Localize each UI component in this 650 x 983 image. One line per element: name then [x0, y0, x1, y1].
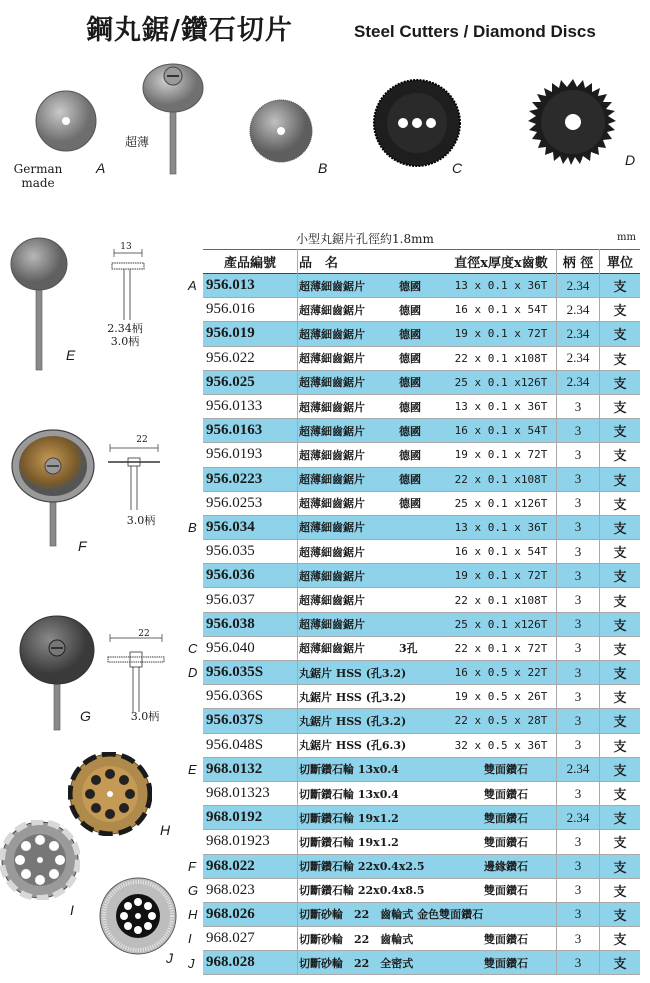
product-shank: 3 — [574, 688, 582, 704]
table-column-divider — [599, 249, 600, 975]
product-code: 956.036S — [206, 688, 264, 705]
product-code: 968.01323 — [206, 785, 270, 802]
product-name-cell — [299, 613, 443, 636]
row-group-label: E — [188, 762, 197, 777]
product-name-cell — [299, 903, 484, 926]
product-unit: 支 — [613, 497, 627, 513]
product-code: 956.0193 — [206, 446, 263, 463]
product-shank: 2.34 — [566, 325, 590, 341]
product-name: 超薄細齒鋸片 — [299, 303, 365, 317]
mandrel-disc-image — [140, 56, 206, 176]
product-name: 超薄細齒鋸片 — [299, 521, 365, 535]
product-spec: 22 x 0.1 x108T — [454, 351, 548, 365]
product-spec: 22 x 0.5 x 28T — [454, 714, 548, 728]
product-name-cell — [299, 806, 528, 829]
product-unit: 支 — [613, 546, 627, 562]
product-unit: 支 — [613, 884, 627, 900]
product-name-cell — [299, 395, 443, 418]
product-spec: 16 x 0.1 x 54T — [454, 303, 548, 317]
product-name: 超薄細齒鋸片 — [299, 424, 365, 438]
product-unit: 支 — [613, 739, 627, 755]
row-group-label: J — [188, 955, 195, 971]
product-name: 超薄細齒鋸片 — [299, 473, 365, 487]
product-unit: 支 — [613, 401, 627, 417]
product-name: 丸鋸片 HSS (孔3.2) — [299, 714, 407, 728]
product-name-cell — [299, 758, 528, 781]
product-code: 956.048S — [206, 736, 264, 753]
product-name-cell — [299, 879, 528, 902]
diagram-e-shank: 2.34柄 3.0柄 — [107, 322, 143, 348]
product-shank: 3 — [574, 422, 582, 438]
disc-e-image — [10, 236, 70, 372]
product-name-cell — [299, 637, 443, 660]
product-spec: 22 x 0.1 x 72T — [454, 641, 548, 655]
product-unit: 支 — [613, 860, 627, 876]
product-name: 超薄細齒鋸片 — [299, 569, 365, 583]
header-unit: 單位 — [606, 256, 633, 271]
product-name: 切斷鑽石輪 13x0.4 — [299, 787, 399, 801]
product-name-cell — [299, 419, 443, 442]
product-note: 德國 — [399, 473, 421, 487]
photo-label-d: D — [625, 152, 636, 168]
diamond-disc-h-image — [68, 752, 152, 836]
product-spec: 22 x 0.1 x108T — [454, 593, 548, 607]
product-note: 雙面鑽石 — [484, 884, 528, 898]
product-name-cell — [299, 782, 528, 805]
product-name-cell — [299, 830, 528, 853]
product-note: 德國 — [399, 303, 421, 317]
product-note: 德國 — [399, 327, 421, 341]
table-header-row — [203, 249, 640, 274]
product-shank: 3 — [574, 471, 582, 487]
product-unit: 支 — [613, 570, 627, 586]
table-row — [203, 903, 640, 927]
product-note: 邊緣鑽石 — [484, 860, 528, 874]
product-code: 956.019 — [206, 325, 255, 342]
product-spec: 19 x 0.1 x 72T — [454, 448, 548, 462]
product-name: 超薄細齒鋸片 — [299, 545, 365, 559]
table-row — [203, 468, 640, 492]
diagram-g-width: 22 — [138, 629, 150, 639]
product-name-cell — [299, 661, 443, 684]
table-row — [203, 855, 640, 879]
product-name-cell — [299, 468, 443, 491]
product-spec: 19 x 0.1 x 72T — [454, 327, 548, 341]
product-name: 切斷砂輪 22 全密式 — [299, 956, 414, 970]
product-spec: 25 x 0.1 x126T — [454, 496, 548, 510]
product-spec: 25 x 0.1 x126T — [454, 375, 548, 389]
product-code: 968.022 — [206, 857, 255, 874]
product-name: 超薄細齒鋸片 — [299, 618, 365, 632]
product-shank: 3 — [574, 592, 582, 608]
disc-d-image — [528, 78, 618, 168]
product-spec: 22 x 0.1 x108T — [454, 472, 548, 486]
product-name-cell — [299, 927, 528, 950]
product-code: 968.01923 — [206, 833, 270, 850]
table-row — [203, 443, 640, 467]
product-name-cell — [299, 734, 443, 757]
diamond-disc-j-image — [98, 876, 178, 956]
photo-label-f: F — [78, 538, 87, 554]
product-shank: 3 — [574, 446, 582, 462]
row-group-label: F — [188, 858, 196, 874]
product-code: 956.025 — [206, 373, 255, 390]
table-row — [203, 806, 640, 830]
table-row — [203, 879, 640, 903]
product-table — [203, 249, 640, 975]
table-row — [203, 758, 640, 782]
product-unit: 支 — [613, 763, 627, 779]
disc-f-image — [10, 422, 96, 548]
product-unit: 支 — [613, 836, 627, 852]
table-row — [203, 588, 640, 612]
product-unit: 支 — [613, 957, 627, 973]
product-spec — [446, 782, 556, 805]
product-name: 切斷鑽石輪 19x1.2 — [299, 811, 399, 825]
product-name-cell — [299, 322, 443, 345]
product-unit: 支 — [613, 376, 627, 392]
product-name: 超薄細齒鋸片 — [299, 448, 365, 462]
product-note: 雙面鑽石 — [484, 956, 528, 970]
disc-a-image — [35, 90, 97, 152]
product-unit: 支 — [613, 933, 627, 949]
product-shank: 3 — [574, 398, 582, 414]
product-name: 切斷砂輪 22 齒輪式 — [299, 932, 414, 946]
product-name: 超薄細齒鋸片 — [299, 400, 365, 414]
product-name: 丸鋸片 HSS (孔3.2) — [299, 666, 407, 680]
product-spec: 13 x 0.1 x 36T — [454, 279, 548, 293]
table-row — [203, 492, 640, 516]
photo-label-a: A — [96, 160, 106, 176]
photo-label-e: E — [66, 347, 76, 363]
product-name-cell — [299, 443, 443, 466]
product-code: 968.027 — [206, 930, 255, 947]
table-row — [203, 709, 640, 733]
table-column-divider — [556, 249, 557, 975]
product-name-cell — [299, 492, 443, 515]
product-name: 超薄細齒鋸片 — [299, 376, 365, 390]
table-row — [203, 347, 640, 371]
product-unit: 支 — [613, 788, 627, 804]
product-name-cell — [299, 347, 443, 370]
product-note: 德國 — [399, 497, 421, 511]
table-row — [203, 951, 640, 975]
table-row — [203, 322, 640, 346]
table-column-divider — [297, 249, 298, 975]
product-name-cell — [299, 855, 528, 878]
diagram-e — [104, 246, 154, 320]
header-code: 產品編號 — [223, 256, 276, 271]
product-spec: 13 x 0.1 x 36T — [454, 520, 548, 534]
product-code: 956.0253 — [206, 494, 263, 511]
product-spec — [446, 758, 556, 781]
diagram-f-width: 22 — [136, 435, 148, 445]
table-row — [203, 371, 640, 395]
product-spec — [446, 951, 556, 974]
table-row — [203, 661, 640, 685]
product-unit: 支 — [613, 667, 627, 683]
table-row — [203, 564, 640, 588]
product-code: 956.036 — [206, 567, 255, 584]
product-shank: 2.34 — [566, 277, 590, 293]
product-name: 切斷鑽石輪 22x0.4x8.5 — [299, 884, 425, 898]
table-row — [203, 298, 640, 322]
product-name: 超薄細齒鋸片 — [299, 279, 365, 293]
product-name: 切斷鑽石輪 22x0.4x2.5 — [299, 860, 425, 874]
product-unit: 支 — [613, 449, 627, 465]
product-unit: 支 — [613, 618, 627, 634]
table-row — [203, 395, 640, 419]
product-name: 超薄細齒鋸片 — [299, 352, 365, 366]
product-code: 968.023 — [206, 881, 255, 898]
header-shank: 柄 徑 — [562, 256, 594, 271]
product-code: 956.0133 — [206, 398, 263, 415]
product-note: 3孔 — [399, 642, 418, 656]
product-unit: 支 — [613, 715, 627, 731]
product-note: 德國 — [399, 352, 421, 366]
product-shank: 3 — [574, 616, 582, 632]
diagram-f — [104, 440, 164, 510]
diagram-e-width: 13 — [120, 242, 132, 252]
product-note: 雙面鑽石 — [484, 763, 528, 777]
table-row — [203, 419, 640, 443]
product-name: 切斷鑽石輪 19x1.2 — [299, 835, 399, 849]
table-row — [203, 782, 640, 806]
product-spec: 13 x 0.1 x 36T — [454, 400, 548, 414]
product-code: 968.0132 — [206, 760, 263, 777]
photo-label-i: I — [70, 902, 74, 918]
diagram-f-shank: 3.0柄 — [126, 514, 156, 527]
product-unit: 支 — [613, 352, 627, 368]
product-shank: 3 — [574, 930, 582, 946]
product-note: 雙面鑽石 — [484, 811, 528, 825]
product-code: 968.0192 — [206, 809, 263, 826]
table-note: 小型丸鋸片孔徑約1.8mm — [296, 232, 434, 246]
product-spec — [446, 879, 556, 902]
row-group-label: H — [188, 907, 198, 923]
table-row — [203, 516, 640, 540]
product-shank: 3 — [574, 495, 582, 511]
table-row — [203, 830, 640, 854]
product-shank: 2.34 — [566, 809, 590, 825]
table-row — [203, 540, 640, 564]
row-group-label: D — [188, 665, 198, 681]
product-note: 德國 — [399, 400, 421, 414]
product-shank: 3 — [574, 737, 582, 753]
row-group-label: A — [188, 278, 197, 293]
header-spec: 直徑x厚度x齒數 — [454, 256, 548, 271]
product-unit: 支 — [613, 594, 627, 610]
page-title-english: Steel Cutters / Diamond Discs — [354, 22, 596, 41]
product-shank: 3 — [574, 640, 582, 656]
product-unit: 支 — [613, 521, 627, 537]
product-name-cell — [299, 371, 443, 394]
product-spec: 16 x 0.1 x 54T — [454, 545, 548, 559]
product-name-cell — [299, 298, 443, 321]
product-code: 956.016 — [206, 301, 255, 318]
photo-label-j: J — [166, 950, 173, 966]
page-title-chinese: 鋼丸鋸/鑽石切片 — [86, 15, 293, 46]
product-unit: 支 — [613, 473, 627, 489]
product-spec: 32 x 0.5 x 36T — [454, 738, 548, 752]
product-name: 超薄細齒鋸片 — [299, 327, 365, 341]
product-shank: 3 — [574, 833, 582, 849]
product-code: 956.013 — [206, 277, 255, 294]
product-code: 956.0163 — [206, 422, 263, 439]
product-note: 德國 — [399, 448, 421, 462]
product-spec — [446, 830, 556, 853]
product-shank: 3 — [574, 712, 582, 728]
product-name-cell — [299, 516, 443, 539]
photo-label-h: H — [160, 822, 171, 838]
product-shank: 2.34 — [566, 350, 590, 366]
product-note: 德國 — [399, 424, 421, 438]
product-spec — [446, 855, 556, 878]
product-code: 968.026 — [206, 905, 255, 922]
product-shank: 3 — [574, 954, 582, 970]
product-code: 956.022 — [206, 349, 255, 366]
product-shank: 3 — [574, 906, 582, 922]
table-body — [203, 274, 640, 975]
product-unit: 支 — [613, 425, 627, 441]
product-name: 超薄細齒鋸片 — [299, 497, 365, 511]
diamond-disc-i-image — [0, 820, 80, 900]
product-name-cell — [299, 709, 443, 732]
product-spec — [446, 806, 556, 829]
product-spec — [446, 903, 556, 926]
product-shank: 2.34 — [566, 761, 590, 777]
photo-label-b: B — [318, 160, 328, 176]
product-shank: 2.34 — [566, 374, 590, 390]
product-unit: 支 — [613, 328, 627, 344]
product-spec: 19 x 0.1 x 72T — [454, 569, 548, 583]
diagram-g — [104, 632, 168, 712]
ultra-thin-label: 超薄 — [124, 135, 149, 149]
product-code: 956.0223 — [206, 470, 263, 487]
product-name: 切斷鑽石輪 13x0.4 — [299, 763, 399, 777]
product-code: 956.037 — [206, 591, 255, 608]
row-group-label: B — [188, 520, 197, 535]
photo-label-c: C — [452, 160, 463, 176]
product-note: 德國 — [399, 279, 421, 293]
product-name: 超薄細齒鋸片 — [299, 594, 365, 608]
unit-label: mm — [617, 232, 636, 243]
product-code: 956.035S — [206, 664, 264, 681]
row-group-label: C — [188, 641, 198, 656]
product-code: 956.034 — [206, 518, 255, 535]
product-shank: 3 — [574, 567, 582, 583]
product-note: 雙面鑽石 — [484, 835, 528, 849]
product-shank: 3 — [574, 664, 582, 680]
product-spec: 16 x 0.1 x 54T — [454, 424, 548, 438]
product-name-cell — [299, 274, 443, 297]
german-made-label: German made — [13, 162, 63, 190]
product-code: 956.035 — [206, 543, 255, 560]
product-name-cell — [299, 951, 528, 974]
product-code: 956.037S — [206, 712, 264, 729]
table-row — [203, 734, 640, 758]
product-unit: 支 — [613, 691, 627, 707]
table-row — [203, 637, 640, 661]
product-unit: 支 — [613, 642, 627, 658]
product-name: 丸鋸片 HSS (孔6.3) — [299, 739, 407, 753]
product-note: 雙面鑽石 — [484, 932, 528, 946]
product-note: 雙面鑽石 — [484, 787, 528, 801]
product-shank: 3 — [574, 519, 582, 535]
product-spec: 19 x 0.5 x 26T — [454, 690, 548, 704]
row-group-label: I — [188, 931, 192, 947]
product-unit: 支 — [613, 280, 627, 296]
product-unit: 支 — [613, 304, 627, 320]
product-name: 超薄細齒鋸片 — [299, 642, 365, 656]
product-shank: 3 — [574, 882, 582, 898]
disc-c-image — [372, 78, 462, 168]
product-name-cell — [299, 540, 443, 563]
product-code: 956.040 — [206, 639, 255, 656]
disc-b-image — [248, 98, 314, 164]
photo-label-g: G — [80, 708, 91, 724]
product-shank: 3 — [574, 543, 582, 559]
row-group-label: G — [188, 883, 199, 898]
header-name: 品 名 — [299, 256, 339, 271]
product-name-cell — [299, 685, 443, 708]
product-note: 德國 — [399, 376, 421, 390]
product-spec: 16 x 0.5 x 22T — [454, 666, 548, 680]
product-name: 切斷砂輪 22 齒輪式 金色雙面鑽石 — [299, 908, 484, 922]
table-row — [203, 927, 640, 951]
product-code: 956.038 — [206, 615, 255, 632]
table-row — [203, 685, 640, 709]
table-row — [203, 613, 640, 637]
product-name-cell — [299, 588, 443, 611]
product-shank: 2.34 — [566, 301, 590, 317]
table-row — [203, 274, 640, 298]
product-unit: 支 — [613, 908, 627, 924]
product-spec — [446, 927, 556, 950]
product-unit: 支 — [613, 812, 627, 828]
product-name: 丸鋸片 HSS (孔3.2) — [299, 690, 407, 704]
product-code: 968.028 — [206, 954, 255, 971]
product-name-cell — [299, 564, 443, 587]
product-spec: 25 x 0.1 x126T — [454, 617, 548, 631]
diagram-g-shank: 3.0柄 — [130, 710, 160, 723]
product-shank: 3 — [574, 858, 582, 874]
product-shank: 3 — [574, 785, 582, 801]
